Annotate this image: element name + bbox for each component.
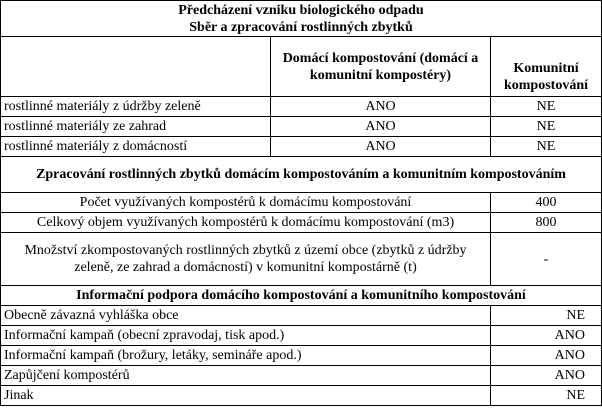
table-row [1,193,602,213]
row-label: Informační kampaň (obecní zpravodaj, tisk apod.) [1,326,491,346]
row-value: 800 [491,213,602,233]
row-value: ANO [491,366,602,386]
section1-title [1,1,602,37]
row-value: NE [491,386,602,406]
row-label: rostlinné materiály z domácností [1,137,271,157]
table-row [1,233,602,286]
row-label: Jinak [1,386,491,406]
section1-title-line2: Sběr a zpracování rostlinných zbytků [189,19,413,35]
row-value: ANO [491,346,602,366]
row-label: Množství zkompostovaných rostlinných zbytků z území obce (zbytků z údržby zeleně, ze zahrad a domácností) v komunitní kompostárně (t) [1,233,491,286]
home-value: ANO [271,97,491,117]
row-value: 400 [491,193,602,213]
home-value: ANO [271,117,491,137]
section3-title: Informační podpora domácího kompostování a komunitního kompostování [1,286,602,306]
table-row [1,117,602,137]
table-row [1,137,602,157]
row-label: Zapůjčení kompostérů [1,366,491,386]
row-label: rostlinné materiály z údržby zeleně [1,97,271,117]
community-value: NE [491,117,602,137]
row-label: Informační kampaň (brožury, letáky, semináře apod.) [1,346,491,366]
section2-title: Zpracování rostlinných zbytků domácím kompostováním a komunitním kompostováním [1,157,602,193]
table-row [1,386,602,406]
row-label: Počet využívaných kompostérů k domácímu kompostování [1,193,491,213]
col-header-home-composting: Domácí kompostování (domácí a komunitní kompostéry) [271,37,491,97]
row-label: Obecně závazná vyhláška obce [1,306,491,326]
table-row [1,326,602,346]
table-row [1,306,602,326]
row-value: NE [491,306,602,326]
row-value: - [491,233,602,286]
table-row [1,213,602,233]
table-row [1,346,602,366]
community-value: NE [491,97,602,117]
table-row [1,97,602,117]
row-label: rostlinné materiály ze zahrad [1,117,271,137]
row-value: ANO [491,326,602,346]
community-value: NE [491,137,602,157]
col-header-community-composting: Komunitní kompostování [491,37,602,97]
row-label: Celkový objem využívaných kompostérů k domácímu kompostování (m3) [1,213,491,233]
home-value: ANO [271,137,491,157]
empty-header-cell [1,37,271,97]
section1-title-line1: Předcházení vzniku biologického odpadu [178,2,424,18]
table-row [1,366,602,386]
